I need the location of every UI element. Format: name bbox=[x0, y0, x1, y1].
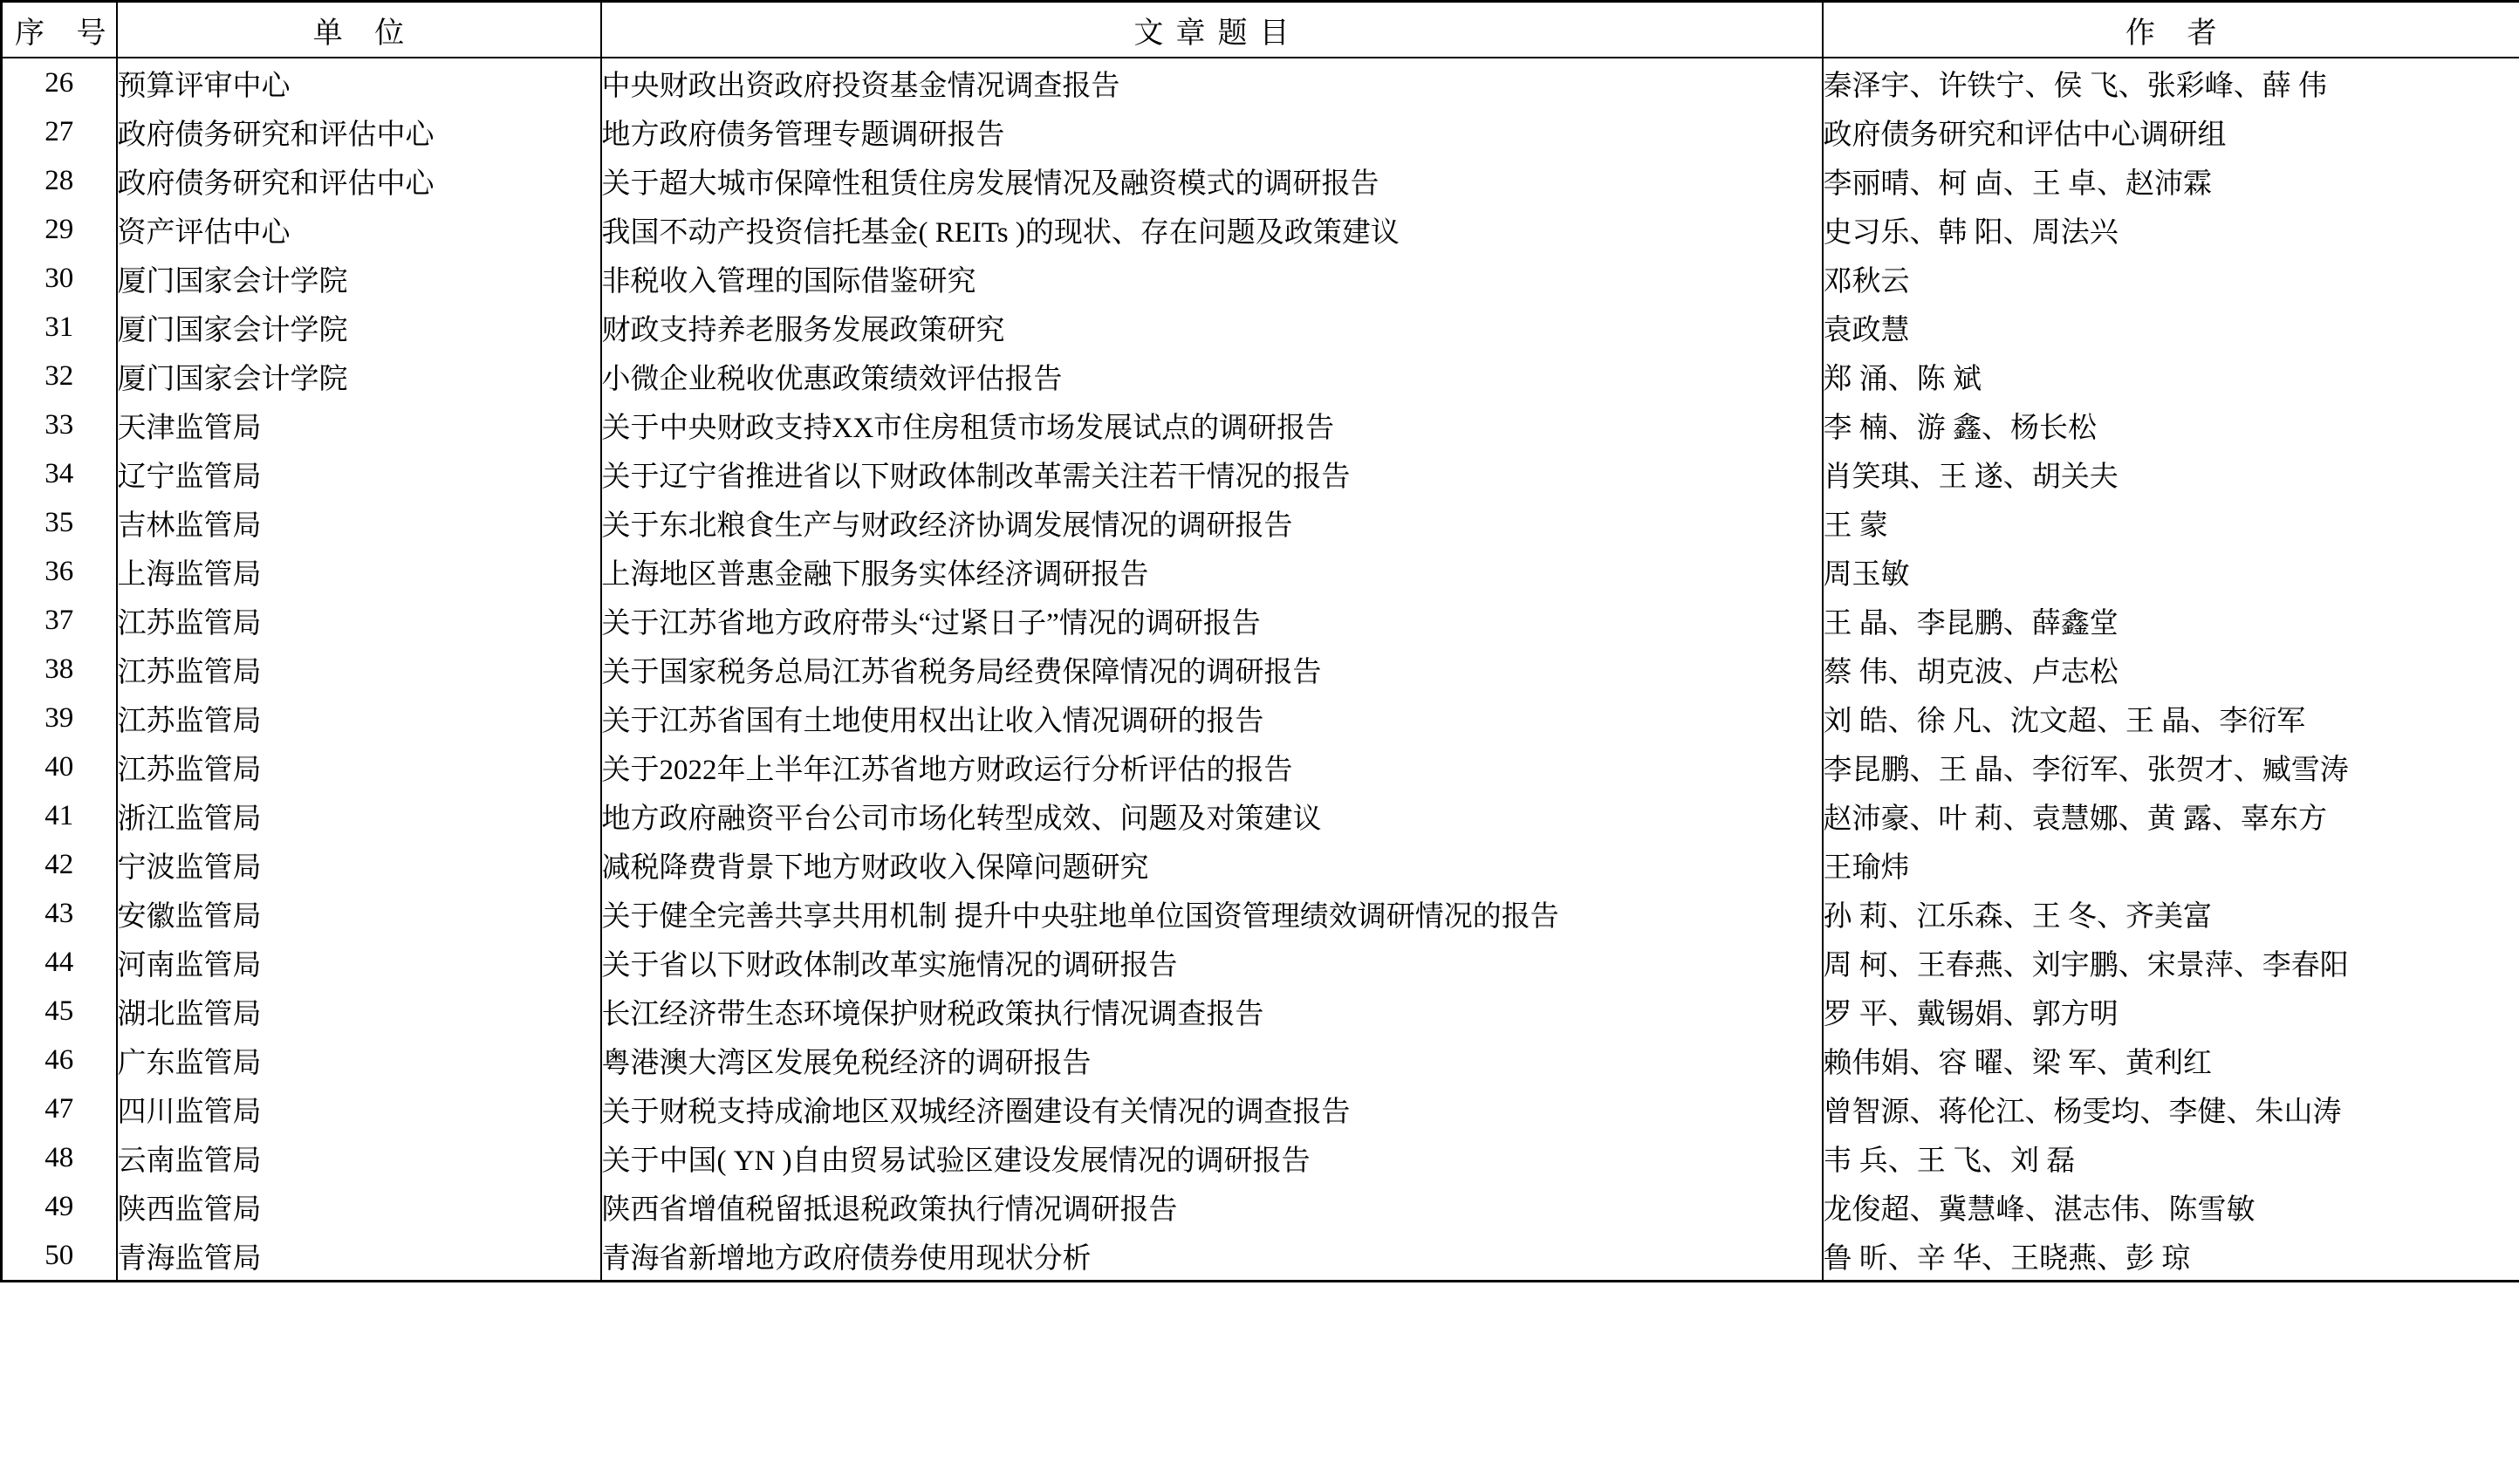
cell-seq: 27 bbox=[2, 107, 117, 156]
cell-unit: 政府债务研究和评估中心 bbox=[117, 107, 601, 156]
cell-unit: 云南监管局 bbox=[117, 1133, 601, 1182]
cell-author: 肖笑琪、王 遂、胡关夫 bbox=[1823, 449, 2519, 498]
cell-unit: 厦门国家会计学院 bbox=[117, 352, 601, 400]
cell-seq: 45 bbox=[2, 987, 117, 1036]
cell-unit: 四川监管局 bbox=[117, 1084, 601, 1133]
cell-seq: 39 bbox=[2, 694, 117, 742]
cell-author: 李 楠、游 鑫、杨长松 bbox=[1823, 400, 2519, 449]
cell-seq: 33 bbox=[2, 400, 117, 449]
table-row bbox=[2, 58, 2519, 107]
cell-title: 地方政府融资平台公司市场化转型成效、问题及对策建议 bbox=[601, 791, 1823, 840]
cell-seq: 29 bbox=[2, 205, 117, 254]
cell-seq: 34 bbox=[2, 449, 117, 498]
table-row bbox=[2, 938, 2519, 987]
column-header-title: 文章题目 bbox=[601, 2, 1823, 58]
cell-title: 减税降费背景下地方财政收入保障问题研究 bbox=[601, 840, 1823, 889]
cell-unit: 天津监管局 bbox=[117, 400, 601, 449]
table-header-row bbox=[2, 2, 2519, 58]
cell-seq: 31 bbox=[2, 303, 117, 352]
table-row bbox=[2, 1084, 2519, 1133]
cell-seq: 36 bbox=[2, 547, 117, 596]
cell-title: 非税收入管理的国际借鉴研究 bbox=[601, 254, 1823, 303]
cell-title: 我国不动产投资信托基金( REITs )的现状、存在问题及政策建议 bbox=[601, 205, 1823, 254]
cell-author: 史习乐、韩 阳、周法兴 bbox=[1823, 205, 2519, 254]
cell-author: 秦泽宇、许铁宁、侯 飞、张彩峰、薛 伟 bbox=[1823, 58, 2519, 107]
cell-seq: 32 bbox=[2, 352, 117, 400]
table-row bbox=[2, 1133, 2519, 1182]
cell-unit: 吉林监管局 bbox=[117, 498, 601, 547]
cell-author: 邓秋云 bbox=[1823, 254, 2519, 303]
table-row bbox=[2, 1182, 2519, 1231]
cell-title: 关于省以下财政体制改革实施情况的调研报告 bbox=[601, 938, 1823, 987]
cell-title: 关于国家税务总局江苏省税务局经费保障情况的调研报告 bbox=[601, 645, 1823, 694]
table-row bbox=[2, 498, 2519, 547]
table-row bbox=[2, 694, 2519, 742]
cell-seq: 49 bbox=[2, 1182, 117, 1231]
table-row bbox=[2, 449, 2519, 498]
cell-unit: 河南监管局 bbox=[117, 938, 601, 987]
cell-unit: 厦门国家会计学院 bbox=[117, 303, 601, 352]
cell-title: 长江经济带生态环境保护财税政策执行情况调查报告 bbox=[601, 987, 1823, 1036]
cell-author: 郑 涌、陈 斌 bbox=[1823, 352, 2519, 400]
cell-title: 关于中央财政支持XX市住房租赁市场发展试点的调研报告 bbox=[601, 400, 1823, 449]
cell-unit: 江苏监管局 bbox=[117, 645, 601, 694]
table-row bbox=[2, 400, 2519, 449]
cell-seq: 46 bbox=[2, 1036, 117, 1084]
cell-author: 李丽晴、柯 㔽、王 卓、赵沛霖 bbox=[1823, 156, 2519, 205]
cell-unit: 宁波监管局 bbox=[117, 840, 601, 889]
cell-title: 关于超大城市保障性租赁住房发展情况及融资模式的调研报告 bbox=[601, 156, 1823, 205]
table-body bbox=[2, 58, 2519, 1282]
cell-author: 赵沛豪、叶 莉、袁慧娜、黄 露、辜东方 bbox=[1823, 791, 2519, 840]
cell-author: 袁政慧 bbox=[1823, 303, 2519, 352]
table-row bbox=[2, 156, 2519, 205]
table-row bbox=[2, 547, 2519, 596]
cell-title: 关于辽宁省推进省以下财政体制改革需关注若干情况的报告 bbox=[601, 449, 1823, 498]
table-row bbox=[2, 352, 2519, 400]
cell-seq: 47 bbox=[2, 1084, 117, 1133]
cell-seq: 42 bbox=[2, 840, 117, 889]
column-header-unit: 单 位 bbox=[117, 2, 601, 58]
cell-unit: 陕西监管局 bbox=[117, 1182, 601, 1231]
cell-title: 关于健全完善共享共用机制 提升中央驻地单位国资管理绩效调研情况的报告 bbox=[601, 889, 1823, 938]
cell-seq: 28 bbox=[2, 156, 117, 205]
cell-title: 关于财税支持成渝地区双城经济圈建设有关情况的调查报告 bbox=[601, 1084, 1823, 1133]
table-row bbox=[2, 889, 2519, 938]
cell-title: 关于2022年上半年江苏省地方财政运行分析评估的报告 bbox=[601, 742, 1823, 791]
cell-seq: 26 bbox=[2, 58, 117, 107]
cell-author: 王 晶、李昆鹏、薛鑫堂 bbox=[1823, 596, 2519, 645]
cell-title: 陕西省增值税留抵退税政策执行情况调研报告 bbox=[601, 1182, 1823, 1231]
cell-seq: 48 bbox=[2, 1133, 117, 1182]
table-row bbox=[2, 205, 2519, 254]
cell-unit: 广东监管局 bbox=[117, 1036, 601, 1084]
cell-unit: 青海监管局 bbox=[117, 1231, 601, 1282]
table-row bbox=[2, 596, 2519, 645]
cell-unit: 浙江监管局 bbox=[117, 791, 601, 840]
cell-seq: 37 bbox=[2, 596, 117, 645]
cell-title: 地方政府债务管理专题调研报告 bbox=[601, 107, 1823, 156]
cell-unit: 政府债务研究和评估中心 bbox=[117, 156, 601, 205]
table-row bbox=[2, 254, 2519, 303]
cell-unit: 资产评估中心 bbox=[117, 205, 601, 254]
cell-author: 李昆鹏、王 晶、李衍军、张贺才、臧雪涛 bbox=[1823, 742, 2519, 791]
cell-unit: 辽宁监管局 bbox=[117, 449, 601, 498]
cell-author: 孙 莉、江乐森、王 冬、齐美富 bbox=[1823, 889, 2519, 938]
cell-author: 曾智源、蒋伦江、杨雯均、李健、朱山涛 bbox=[1823, 1084, 2519, 1133]
cell-seq: 38 bbox=[2, 645, 117, 694]
cell-unit: 湖北监管局 bbox=[117, 987, 601, 1036]
table-row bbox=[2, 1036, 2519, 1084]
table-row bbox=[2, 645, 2519, 694]
cell-title: 上海地区普惠金融下服务实体经济调研报告 bbox=[601, 547, 1823, 596]
cell-title: 关于东北粮食生产与财政经济协调发展情况的调研报告 bbox=[601, 498, 1823, 547]
cell-title: 财政支持养老服务发展政策研究 bbox=[601, 303, 1823, 352]
column-header-author: 作 者 bbox=[1823, 2, 2519, 58]
column-header-seq: 序 号 bbox=[2, 2, 117, 58]
cell-title: 关于中国( YN )自由贸易试验区建设发展情况的调研报告 bbox=[601, 1133, 1823, 1182]
cell-seq: 35 bbox=[2, 498, 117, 547]
cell-seq: 50 bbox=[2, 1231, 117, 1282]
cell-author: 赖伟娟、容 曜、梁 军、黄利红 bbox=[1823, 1036, 2519, 1084]
cell-unit: 江苏监管局 bbox=[117, 694, 601, 742]
cell-title: 粤港澳大湾区发展免税经济的调研报告 bbox=[601, 1036, 1823, 1084]
cell-seq: 43 bbox=[2, 889, 117, 938]
table-row bbox=[2, 1231, 2519, 1282]
table-row bbox=[2, 791, 2519, 840]
cell-seq: 44 bbox=[2, 938, 117, 987]
table-header bbox=[2, 2, 2519, 58]
table-row bbox=[2, 840, 2519, 889]
cell-title: 青海省新增地方政府债券使用现状分析 bbox=[601, 1231, 1823, 1282]
cell-unit: 安徽监管局 bbox=[117, 889, 601, 938]
table-row bbox=[2, 107, 2519, 156]
cell-author: 韦 兵、王 飞、刘 磊 bbox=[1823, 1133, 2519, 1182]
cell-unit: 预算评审中心 bbox=[117, 58, 601, 107]
cell-author: 周 柯、王春燕、刘宇鹏、宋景萍、李春阳 bbox=[1823, 938, 2519, 987]
table-row bbox=[2, 742, 2519, 791]
cell-seq: 40 bbox=[2, 742, 117, 791]
cell-title: 关于江苏省国有土地使用权出让收入情况调研的报告 bbox=[601, 694, 1823, 742]
cell-author: 王瑜炜 bbox=[1823, 840, 2519, 889]
cell-author: 罗 平、戴锡娟、郭方明 bbox=[1823, 987, 2519, 1036]
cell-seq: 30 bbox=[2, 254, 117, 303]
cell-author: 王 蒙 bbox=[1823, 498, 2519, 547]
cell-author: 龙俊超、冀慧峰、湛志伟、陈雪敏 bbox=[1823, 1182, 2519, 1231]
table-row bbox=[2, 987, 2519, 1036]
cell-author: 政府债务研究和评估中心调研组 bbox=[1823, 107, 2519, 156]
cell-unit: 江苏监管局 bbox=[117, 596, 601, 645]
cell-seq: 41 bbox=[2, 791, 117, 840]
cell-author: 蔡 伟、胡克波、卢志松 bbox=[1823, 645, 2519, 694]
cell-unit: 江苏监管局 bbox=[117, 742, 601, 791]
cell-title: 中央财政出资政府投资基金情况调查报告 bbox=[601, 58, 1823, 107]
cell-unit: 上海监管局 bbox=[117, 547, 601, 596]
cell-title: 小微企业税收优惠政策绩效评估报告 bbox=[601, 352, 1823, 400]
cell-author: 周玉敏 bbox=[1823, 547, 2519, 596]
cell-author: 刘 皓、徐 凡、沈文超、王 晶、李衍军 bbox=[1823, 694, 2519, 742]
cell-title: 关于江苏省地方政府带头“过紧日子”情况的调研报告 bbox=[601, 596, 1823, 645]
cell-unit: 厦门国家会计学院 bbox=[117, 254, 601, 303]
table-row bbox=[2, 303, 2519, 352]
cell-author: 鲁 昕、辛 华、王晓燕、彭 琼 bbox=[1823, 1231, 2519, 1282]
